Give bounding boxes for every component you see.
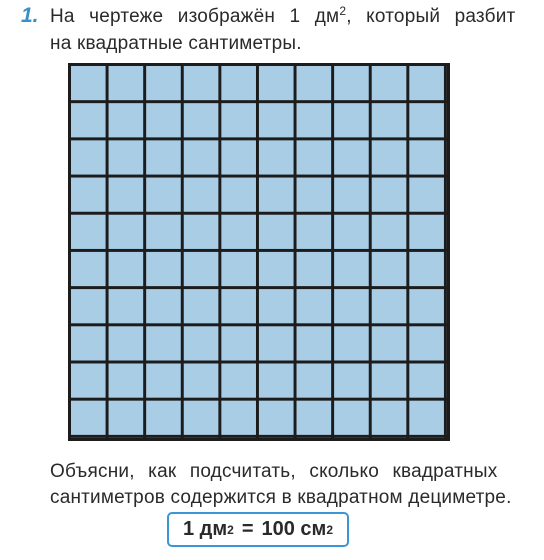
task-intro-line-1 (50, 6, 515, 28)
task-intro-line-2: на квадратные сантиметры. (50, 33, 302, 54)
formula-box: 1 дм 2 = 100 см 2 (167, 512, 349, 547)
formula-equals: = (241, 518, 254, 540)
formula-right: 100 см (261, 518, 327, 540)
question-line-2: сантиметров содержится в квадратном дециметре. (50, 487, 512, 508)
formula-left: 1 дм (182, 518, 228, 540)
intro-text-end: , который разбит (346, 6, 516, 27)
task-number: 1. (21, 4, 39, 27)
intro-text: На чертеже изображён 1 дм (50, 6, 340, 27)
question-line-1: Объясни, как подсчитать, сколько квадратных (50, 461, 498, 482)
intro-superscript: 2 (339, 4, 347, 18)
square-decimeter-grid (68, 63, 450, 441)
